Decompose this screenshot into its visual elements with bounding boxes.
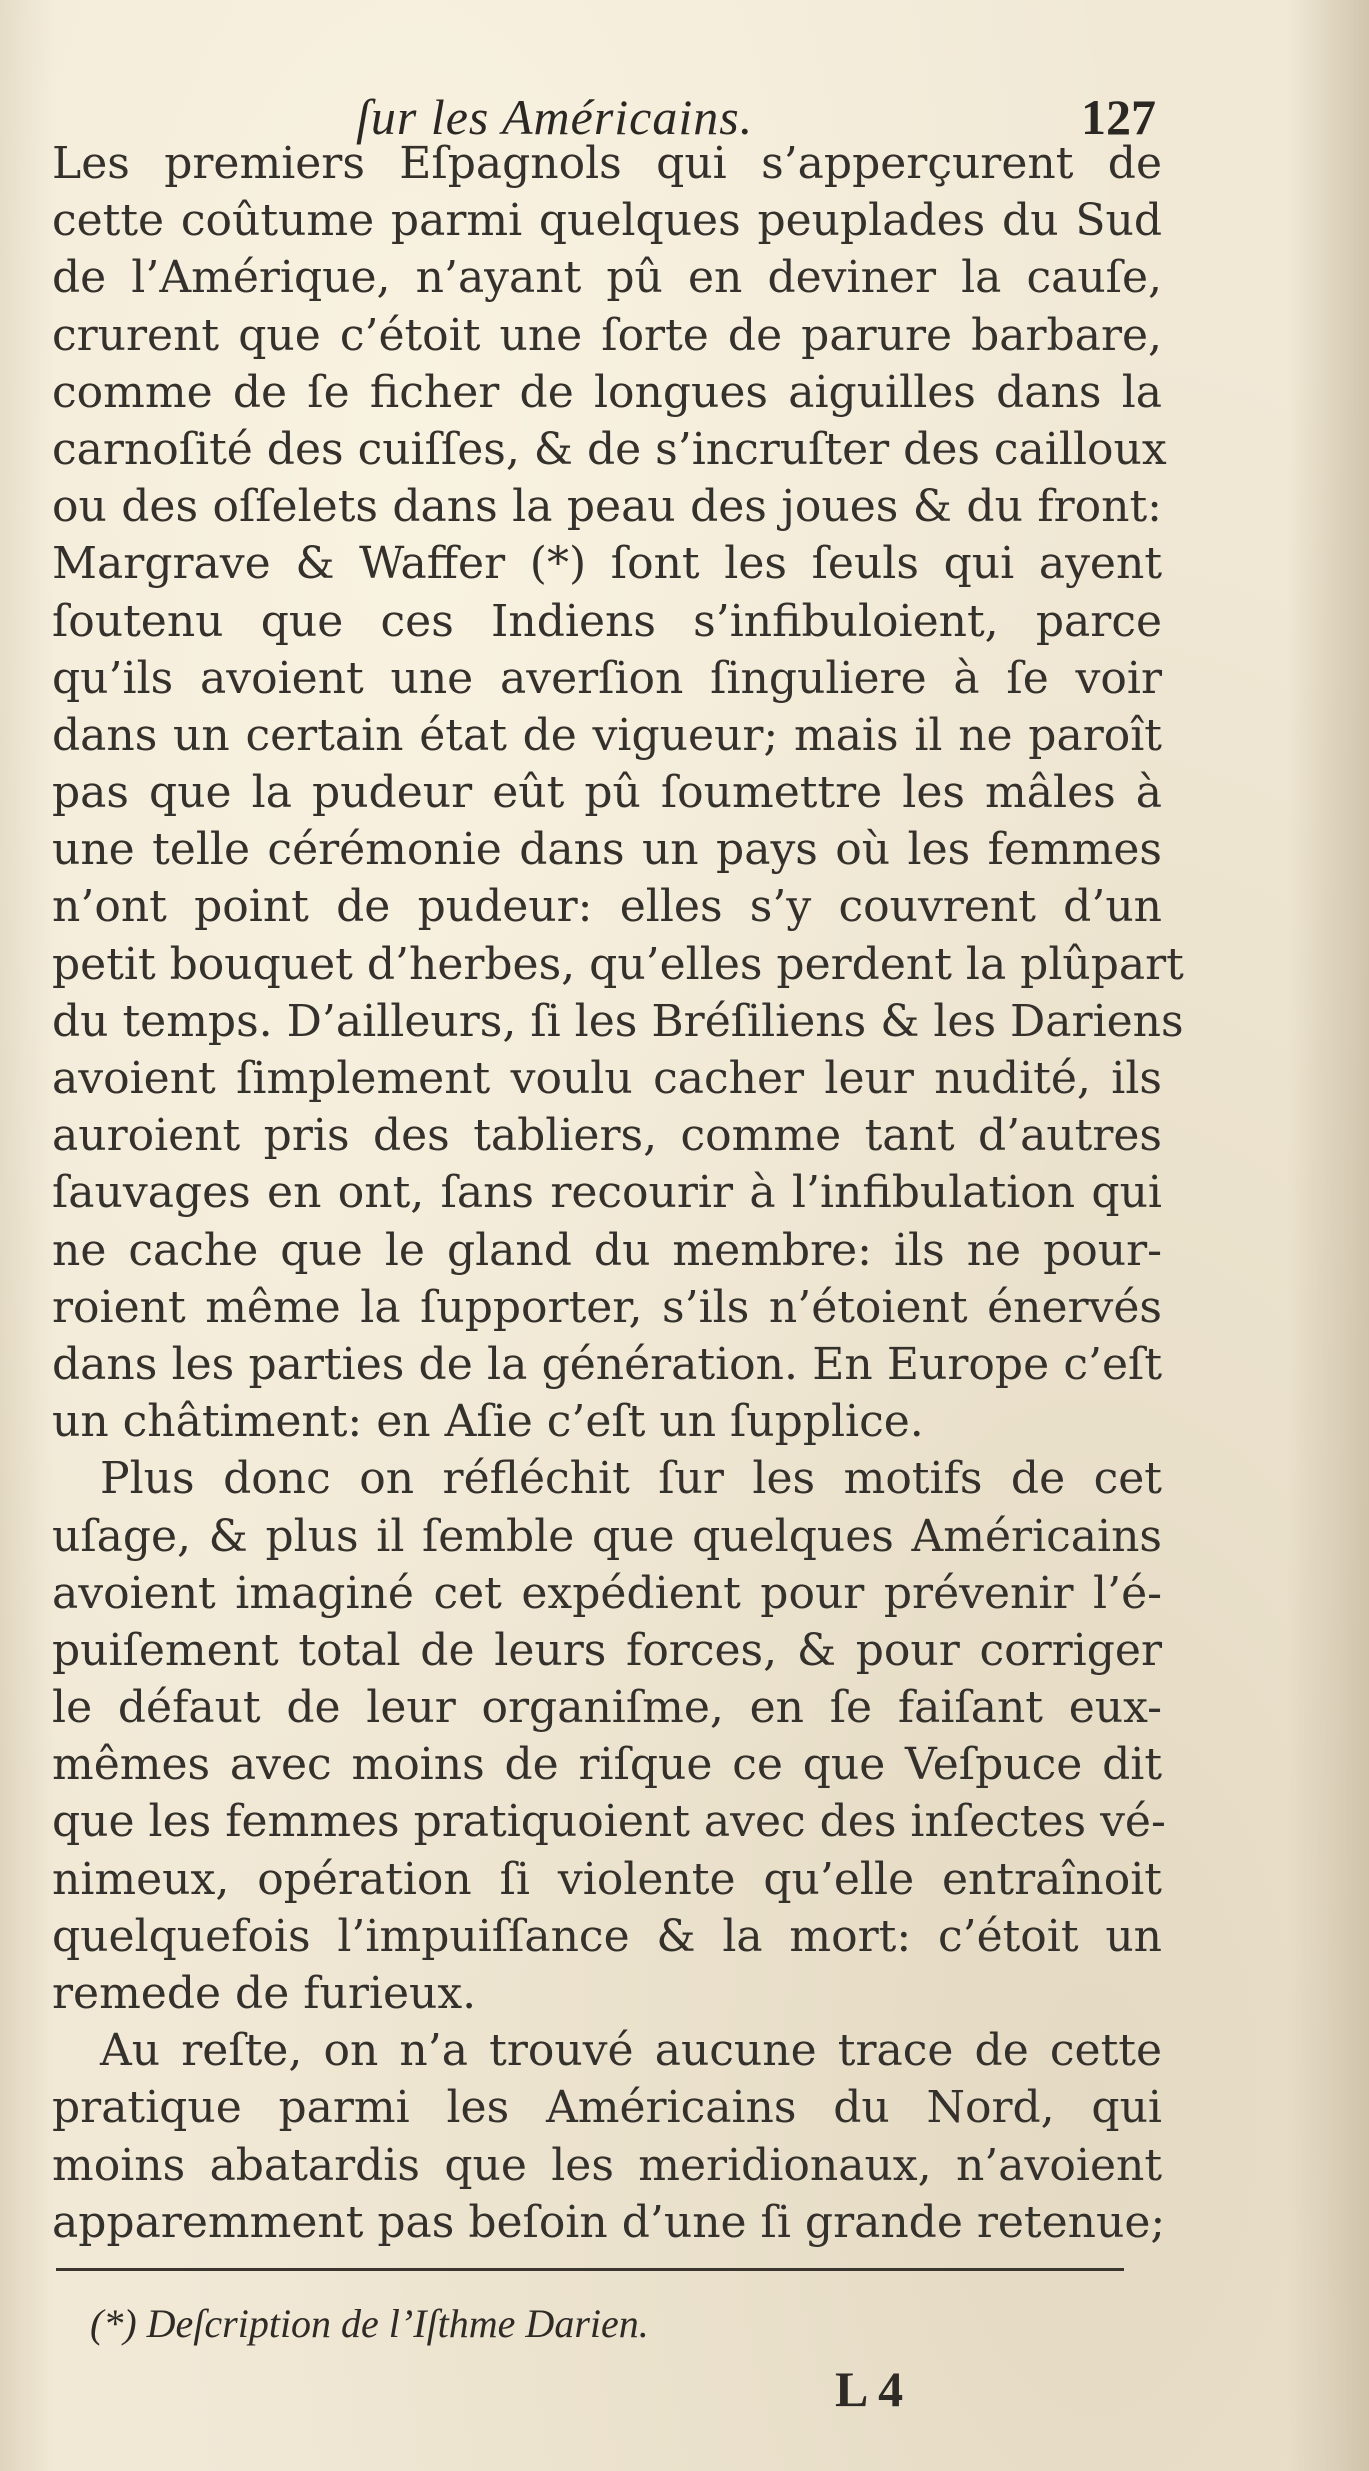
text-line: pratique parmi les Américains du Nord, qui [52, 2082, 1162, 2134]
text-line: carnoſité des cuiſſes, & de s’incruſter des cailloux [52, 423, 1167, 475]
text-line: cette coûtume parmi quelques peuplades du Sud [52, 195, 1162, 247]
text-line: n’ont point de pudeur: elles s’y couvrent d’un [52, 881, 1162, 933]
body-text [52, 135, 1184, 2251]
text-line: auroient pris des tabliers, comme tant d’autres [52, 1110, 1162, 1162]
text-line: petit bouquet d’herbes, qu’elles perdent la plûpart [52, 938, 1184, 990]
text-line: Les premiers Eſpagnols qui s’apperçurent de [52, 138, 1162, 189]
text-line: dans les parties de la génération. En Europe c’eſt [52, 1338, 1162, 1390]
text-line: un châtiment: en Aſie c’eſt un ſupplice. [52, 1396, 924, 1448]
text-line: avoient imaginé cet expédient pour prévenir l’é- [52, 1567, 1162, 1619]
text-line: mêmes avec moins de riſque ce que Veſpuce dit [52, 1739, 1162, 1791]
text-line: pas que la pudeur eût pû ſoumettre les mâles à [52, 767, 1162, 819]
text-line: dans un certain état de vigueur; mais il ne paroît [52, 709, 1162, 761]
text-line: crurent que c’étoit une ſorte de parure barbare, [52, 309, 1162, 361]
text-line: avoient ſimplement voulu cacher leur nudité, ils [52, 1053, 1162, 1104]
page-number: 127 [1081, 89, 1156, 145]
text-line: remede de furieux. [52, 1968, 477, 2019]
text-line: roient même la ſupporter, s’ils n’étoient énervés [52, 1281, 1162, 1333]
text-line: ſoutenu que ces Indiens s’infibuloient, parce [52, 595, 1162, 647]
text-line: quelquefois l’impuiſſance & la mort: c’étoit un [52, 1910, 1162, 1962]
footnote: (*) Deſcription de l’Iſthme Darien. [90, 2301, 649, 2346]
text-line: ou des oſſelets dans la peau des joues & du front: [52, 481, 1162, 533]
text-line: comme de ſe ficher de longues aiguilles dans la [52, 366, 1162, 418]
text-line: apparemment pas beſoin d’une ſi grande retenue; [52, 2196, 1166, 2248]
text-line: de l’Amérique, n’ayant pû en deviner la cauſe, [52, 252, 1162, 304]
text-line: puiſement total de leurs forces, & pour corriger [52, 1624, 1162, 1676]
text-line: nimeux, opération ſi violente qu’elle entraînoit [52, 1853, 1162, 1905]
text-line: une telle cérémonie dans un pays où les femmes [52, 824, 1162, 876]
text-line: Margrave & Waffer (*) ſont les ſeuls qui ayent [52, 538, 1162, 590]
text-line: que les femmes pratiquoient avec des inſectes vé- [52, 1796, 1166, 1848]
running-title: ſur les Américains. [356, 89, 754, 145]
text-line: Au reſte, on n’a trouvé aucune trace de cette [100, 2025, 1162, 2077]
text-line: ne cache que le gland du membre: ils ne pour- [52, 1224, 1162, 1276]
footnote-rule [56, 2268, 1124, 2271]
text-line: ſauvages en ont, ſans recourir à l’infibulation qui [52, 1167, 1162, 1219]
text-line: le défaut de leur organiſme, en ſe faiſant eux- [52, 1682, 1162, 1734]
text-line: Plus donc on réfléchit ſur les motifs de cet [100, 1453, 1162, 1505]
signature-mark: L 4 [835, 2361, 904, 2417]
text-line: moins abatardis que les meridionaux, n’avoient [52, 2139, 1162, 2191]
text-line: uſage, & plus il ſemble que quelques Américains [52, 1510, 1162, 1562]
text-line: qu’ils avoient une averſion ſinguliere à ſe voir [52, 652, 1162, 704]
text-line: du temps. D’ailleurs, ſi les Bréſiliens & les Dariens [52, 995, 1184, 1047]
